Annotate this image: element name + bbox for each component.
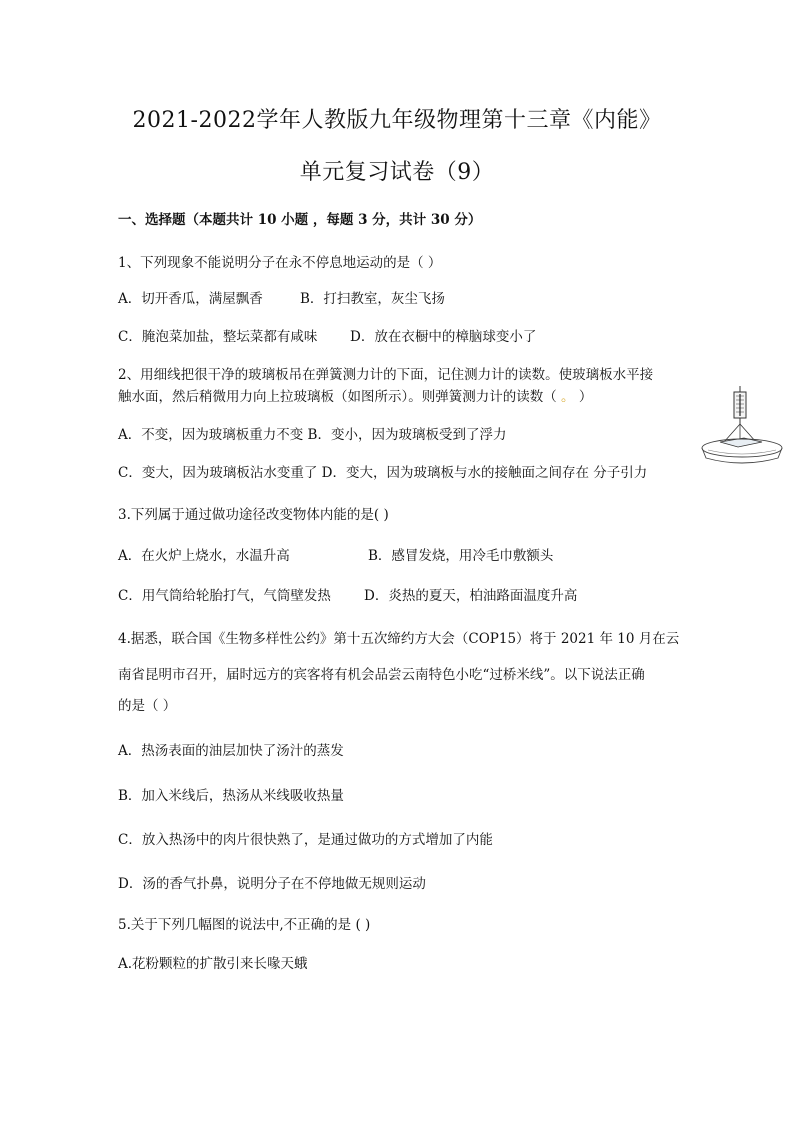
section-heading-choice: 一、选择题（本题共计 10 小题 ，每题 3 分，共计 30 分） bbox=[118, 212, 482, 228]
question-3-option-a: A．在火炉上烧水，水温升高 bbox=[118, 548, 290, 564]
spring-scale-glass-plate-figure bbox=[700, 384, 784, 470]
question-5-stem: 5.关于下列几幅图的说法中,不正确的是 ( ) bbox=[118, 917, 371, 933]
question-4-stem-line-1: 4.据悉，联合国《生物多样性公约》第十五次缔约方大会（COP15）将于 2021 年 10 月在云 bbox=[118, 631, 680, 647]
document-title-line-1: 2021-2022学年人教版九年级物理第十三章《内能》 bbox=[132, 108, 662, 133]
question-4-stem-line-3: 的是（ ） bbox=[118, 698, 177, 714]
question-2-stem-close: ） bbox=[574, 389, 593, 405]
question-2-stem-line-2 bbox=[118, 391, 592, 405]
question-2-stem-text: 触水面，然后稍微用力向上拉玻璃板（如图所示）。则弹簧测力计的读数（ bbox=[118, 389, 557, 405]
question-1-option-b: B．打扫教室，灰尘飞扬 bbox=[300, 291, 445, 307]
question-4-stem-line-2: 南省昆明市召开，届时远方的宾客将有机会品尝云南特色小吃“过桥米线”。以下说法正确 bbox=[118, 667, 645, 683]
question-1-option-d: D．放在衣橱中的樟脑球变小了 bbox=[350, 329, 537, 345]
question-3-stem: 3.下列属于通过做功途径改变物体内能的是( ) bbox=[118, 507, 389, 523]
question-2-stem-line-1: 2、用细线把很干净的玻璃板吊在弹簧测力计的下面，记住测力计的读数。使玻璃板水平接 bbox=[118, 367, 654, 383]
question-1-stem: 1、下列现象不能说明分子在永不停息地运动的是（ ） bbox=[118, 255, 442, 271]
question-4-option-a: A．热汤表面的油层加快了汤汁的蒸发 bbox=[118, 743, 344, 759]
question-2-options-ab: A．不变，因为玻璃板重力不变 B．变小，因为玻璃板受到了浮力 bbox=[118, 427, 507, 443]
question-4-option-d: D．汤的香气扑鼻，说明分子在不停地做无规则运动 bbox=[118, 876, 426, 892]
question-4-option-b: B．加入米线后，热汤从米线吸收热量 bbox=[118, 788, 344, 804]
spring-scale-illustration bbox=[700, 384, 784, 470]
question-3-option-b: B．感冒发烧，用冷毛巾敷额头 bbox=[368, 548, 554, 564]
question-1-option-a: A．切开香瓜，满屋飘香 bbox=[118, 291, 263, 307]
answer-blank-mark: 。 bbox=[556, 389, 575, 405]
document-title-line-2: 单元复习试卷（9） bbox=[299, 160, 495, 185]
question-3-option-c: C．用气筒给轮胎打气，气筒壁发热 bbox=[118, 588, 331, 604]
question-5-option-a: A.花粉颗粒的扩散引来长喙天蛾 bbox=[118, 956, 308, 972]
question-2-options-cd: C．变大，因为玻璃板沾水变重了 D．变大，因为玻璃板与水的接触面之间存在 分子引力 bbox=[118, 465, 648, 481]
question-3-option-d: D．炎热的夏天，柏油路面温度升高 bbox=[364, 588, 578, 604]
question-4-option-c: C．放入热汤中的肉片很快熟了，是通过做功的方式增加了内能 bbox=[118, 832, 493, 848]
question-1-option-c: C．腌泡菜加盐，整坛菜都有咸味 bbox=[118, 329, 318, 345]
